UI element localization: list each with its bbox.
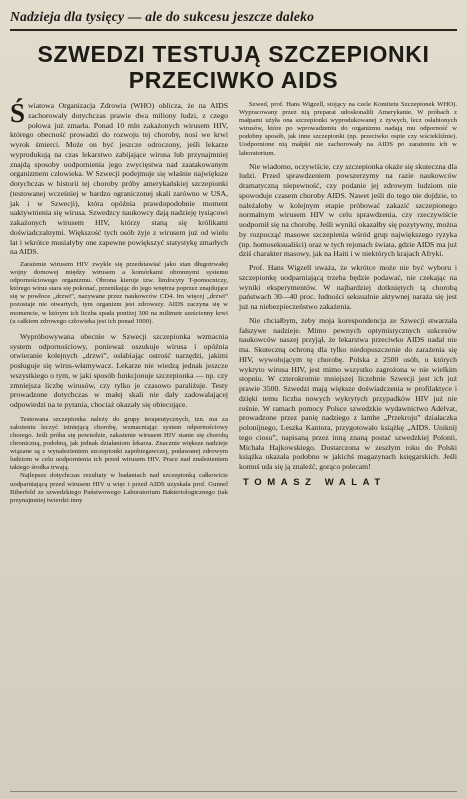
headline: [10, 41, 457, 93]
headline-line-2: PRZECIWKO AIDS: [128, 67, 339, 93]
lead-paragraph: [10, 98, 228, 257]
vaccine-test-paragraph: Wypróbowywana obecnie w Szwecji szczepionka wzmacnia system odpornościowy, ponieważ oszukuje wirusa i opóźnia otwieranie kolejnych „drzwi”, osłabiając ostrość narzędzi, jakimi posługuje się wirus-włamywacz. Lekarze nie wiedzą jednak jeszcze wszystkiego o tym, w jaki sposób funkcjonuje szczepionka — np. czy zmniejsza liczbę wirusów, czy tylko je czasowo paraliżuje. Testy prowadzone dotychczas w małej skali nie dały zadowalającej odpowiedzi na te pytania, chociaż okazały się obiecujące.: [10, 331, 228, 409]
drop-cap: Ś: [10, 98, 26, 128]
headline-line-1: SZWEDZI TESTUJĄ SZCZEPIONKI: [37, 41, 430, 67]
wigzell-opinion-paragraph: Prof. Hans Wigzell uważa, że wkrótce może nie być wyboru i szczepionkę uodparniającą trzeba będzie podawać, nie czekając na wyniki eksperymentów. W najbardziej dotkniętych tą chorobą państwach 30—40 proc. ludności seksualnie aktywnej naraża się jest już na niebezpieczeństwo zakażenia.: [239, 263, 457, 312]
biberfeld-paragraph: Najlepsze dotychczas rezultaty w badaniach nad szczepionką całkowicie uodparniającą przed wirusem HIV u więc i przed AIDS uzyskała prof. Gunnel Biberfeld ze szwedzkiego Państwowego Laboratorium Bakteriologicznego (tak przynajmniej twierdzi inny: [10, 472, 228, 504]
right-column: [239, 101, 457, 505]
hiv-infection-paragraph: Zarażenie wirusem HIV zwykle się przedstawiać jako stan długotrwałej wojny domowej między wirusem a komórkami obronnymi systemu odpornościowego organizmu. Obrona kieruje tzw. limfocyty T-pomocniczy, którego wirus stara się pokonać, przenikając do jego wnętrza poprzez znajdujące się w powłoce „drzwi”, nazywane przez naukowców CD4. Im więcej „drzwi” pozostaje nie otwartych, tym organizm jest zdrowszy. AIDS zaczyna się w momencie, w którym ich liczba spada poniżej 300 na milimetr sześcienny krwi (u całkiem zdrowego człowieka jest ich ponad 1000).: [10, 261, 228, 325]
therapeutic-vaccine-paragraph: Testowana szczepionka należy do grupy terapeutycznych, tzn. ma za założeniu leczyć istniejącą chorobę, wzmacniając system odpornościowy chorego. Jeśli próba się powiedzie, zakażenie wirusem HIV stanie się chorobą chroniczną, podobną, jak jednak działaniom lekarza. Znacznie większe nadzieje wiązane są z wynalezieniem szczepionki zapobiegawczej, podawanej zdrowym ludziom w celu uodpornienia ich przed wirusem HIV. Prace nad znalezieniem takiego środka trwają.: [10, 415, 228, 472]
bottom-rule: [10, 791, 457, 792]
closing-paragraph: Nie chciałbym, żeby moja korespondencja ze Szwecji stwarzała fałszywe nadzieje. Mimo pewnych optymistycznych sukcesów naukowców naszej przyjął, że lekarstwa przeciwko AIDS nadal nie ma. Skuteczną ochroną dla tylko niedopuszczenie do zarażenia się HIV, wywołującym tę chorobę. Polska z 2500 osób, u których wykryto wirusa HIV, jest mimo wszystko zagrożona w nie wielkim stopniu. W czterokrotnie mniejszej liczebnie Szwecji jest ich już prawie 3500. Szwedzi mają większe doświadczenia w profilaktyce i dzięki temu liczba nowych wykrytych przypadków HIV już nie rośnie. W ramach pomocy Polsce szwedzkie wydawnictwo Adelvat, prowadzone przez panię nadziego z lambe „Przekroju” działaczka polonijnego, Leszka Kantora, przygotowało książkę „AIDS. Uniknij tego ciosu”, napisaną przez inną znaną postać szwedzkiej Polonii, Michała Hajkowskiego. Dostarczona w zeszłym roku do Polski książka ukazała podobno w jakichś magazynach księgarskich. Jeśli komuś uda się ją znaleźć, gorąco polecam!: [239, 315, 457, 472]
lead-paragraph-text: wiatowa Organizacja Zdrowia (WHO) oblicza, że na AIDS zachorowały dotychczas prawie dwa miliony ludzi, z czego połowa już zmarła. Ponad 10 mln zakażonych wirusem HIV, którego obecność prowadzi do rozwoju tej choroby, nosi we krwi wyrok śmierci. Może on być jeszcze odroczony, jeśli lekarze wyprodukują na czas lekarstwo zabijające wirusa lub przynajmniej znajdą sposoby uodpornienia jego zwycięstwa nad zaatakowanym organizmem człowieka. W Szwecji podejmuje się właśnie największe dotychczas w historii tej choroby próby amerykańskiej szczepionki (testowanej wcześniej w bardzo ograniczonej skali zarówno w USA, jak i w Szwecji), która opóźnia prawdopodobnie moment uaktywnienia się wirusa. Szwedzcy naukowcy dają nadzieję tysiącowi zakażonych wirusem HIV, którzy staną się królikami doświadczalnymi. Większość tych osób żyje z wirusem już od wielu lat i wkrótce musiałyby one zapewne powiększyć statystykę zmarłych na AIDS.: [10, 101, 228, 257]
left-column: [10, 98, 228, 505]
author-signature: TOMASZ WALAT: [243, 476, 386, 488]
uncertainty-paragraph: Nie wiadomo, oczywiście, czy szczepionka okaże się skuteczna dla ludzi. Przed sprawdzeniem powszerzymy na razie naukowców dramatyczną niepewność, czy podanie jej zdrowym ludziom nie spowoduje czasem choroby AIDS. Nawet jeśli do tego nie dojdzie, to należałoby w kolejnym etapie próbować zakazić szczepionego normalnym wirusem HIV w celu sprawdzenia, czy rzeczywiście uodpornił się na chorobę. Jeśli wyniki okazałby się pozytywny, można by rozpocząć masowe szczepienia wśród grup największego ryzyka (np. homoseksualiści) oraz w tych rejonach świata, gdzie AIDS ma już dziś charakter masowy, jak na Haiti i w niektórych krajach Afryki.: [239, 161, 457, 259]
kicker-line: Nadzieja dla tysięcy — ale do sukcesu jeszcze daleko: [10, 8, 457, 31]
wigzell-intro-paragraph: Szwed, prof. Hans Wigzell, stojący na czele Komitetu Szczepionek WHO). Wypracowany przez nią preparat udoskonalili Amerykanie. W próbach z małpami użyła ona szczepionki wyprodukowanej z żywych, lecz osłabionych wirusów, które po wprowadzeniu do organizmu nadają mu odporność w podobny sposób, jak inne szczepionki (np. przeciwko ospie czy wściekliźnie). Uodpornione nią małpki nie zachorowały na AIDS po zarażeniu ich w laboratorium.: [239, 101, 457, 157]
article-columns: [10, 98, 457, 505]
